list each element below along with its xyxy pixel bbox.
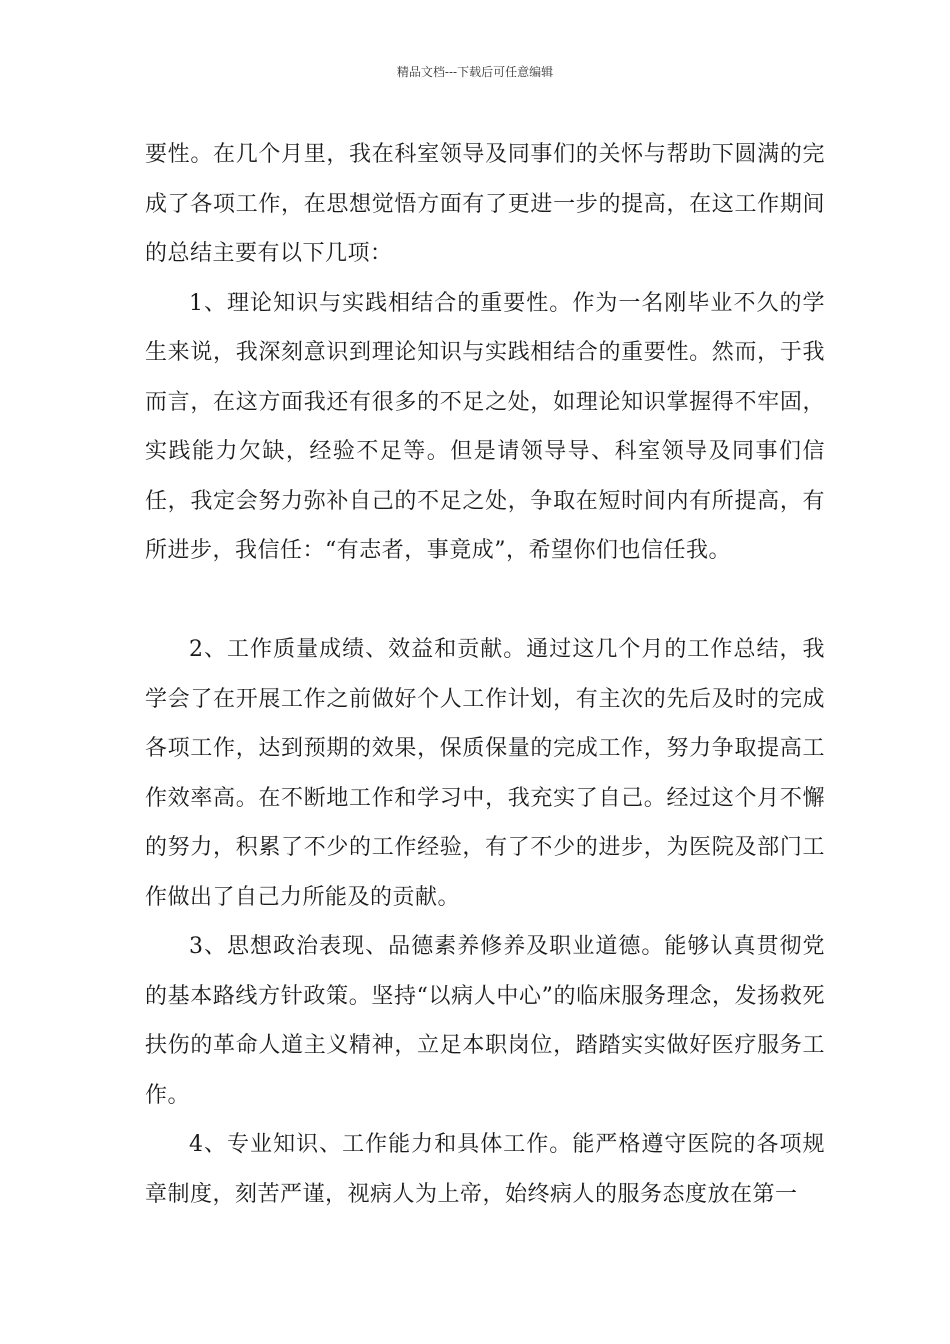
document-body (145, 130, 825, 1219)
page-header: 精品文档---下载后可任意编辑 (396, 65, 554, 79)
paragraph-item-4: 4、专业知识、工作能力和具体工作。能严格遵守医院的各项规章制度，刻苦严谨，视病人为上帝，始终病人的服务态度放在第一 (145, 1132, 825, 1207)
paragraph-item-2: 2、工作质量成绩、效益和贡献。通过这几个月的工作总结，我学会了在开展工作之前做好个人工作计划，有主次的先后及时的完成各项工作，达到预期的效果，保质保量的完成工作，努力争取提高工作效率高。在不断地工作和学习中，我充实了自己。经过这个月不懈的努力，积累了不少的工作经验，有了不少的进步，为医院及部门工作做出了自己力所能及的贡献。 (145, 637, 825, 910)
paragraph-item-3: 3、思想政治表现、品德素养修养及职业道德。能够认真贯彻党的基本路线方针政策。坚持“以病人中心”的临床服务理念，发扬救死扶伤的革命人道主义精神，立足本职岗位，踏踏实实做好医疗服务工作。 (145, 934, 825, 1108)
paragraph-item-1: 1、理论知识与实践相结合的重要性。作为一名刚毕业不久的学生来说，我深刻意识到理论知识与实践相结合的重要性。然而，于我而言，在这方面我还有很多的不足之处，如理论知识掌握得不牢固，实践能力欠缺，经验不足等。但是请领导导、科室领导及同事们信任，我定会努力弥补自己的不足之处，争取在短时间内有所提高，有所进步，我信任：“有志者，事竟成”，希望你们也信任我。 (145, 290, 825, 563)
paragraph-spacer (145, 576, 825, 626)
paragraph-intro: 要性。在几个月里，我在科室领导及同事们的关怀与帮助下圆满的完成了各项工作，在思想觉悟方面有了更进一步的提高，在这工作期间的总结主要有以下几项： (145, 142, 825, 266)
